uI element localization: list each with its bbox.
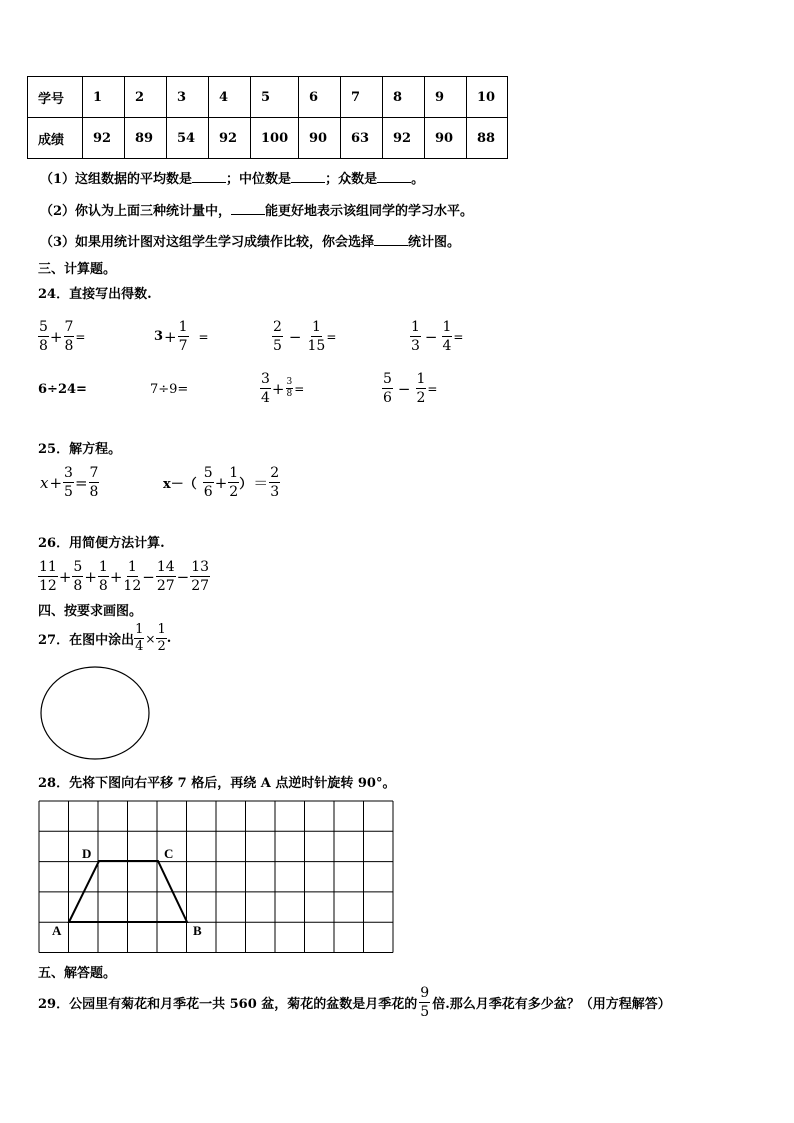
question-title: 26．用简便方法计算. [38, 536, 165, 551]
table-cell: 2 [125, 77, 167, 118]
table-cell: 9 [425, 77, 467, 118]
table-cell: 100 [251, 118, 299, 159]
table-cell: 3 [167, 77, 209, 118]
table-cell: 5 [251, 77, 299, 118]
table-cell: 92 [383, 118, 425, 159]
expression: 7÷9= [150, 382, 189, 397]
vertex-label-b: B [193, 923, 202, 938]
expression: 6÷24= [38, 382, 87, 397]
table-cell: 7 [341, 77, 383, 118]
question-title: 27．在图中涂出 $\frac{1}{4}$ × $\frac{1}{2}$ . [38, 622, 172, 654]
answer-blank[interactable] [374, 233, 408, 246]
grid-figure[interactable] [38, 800, 395, 954]
answer-blank[interactable] [192, 170, 226, 183]
table-cell: 88 [467, 118, 508, 159]
question-title: 24．直接写出得数. [38, 287, 152, 302]
equation: x + $\frac{3}{5}$ = $\frac{7}{8}$ [40, 465, 99, 500]
expression: $\frac{5}{8}$ + $\frac{7}{8}$ = [39, 319, 86, 354]
table-cell: 54 [167, 118, 209, 159]
table-cell: 92 [209, 118, 251, 159]
question-title: 28．先将下图向右平移 7 格后，再绕 A 点逆时针旋转 90°。 [38, 776, 396, 791]
answer-blank[interactable] [377, 170, 411, 183]
expression: $\frac{3}{4}$ + $\frac{3}{8}$ = [261, 371, 305, 406]
vertex-label-c: C [164, 846, 174, 861]
table-cell: 1 [83, 77, 125, 118]
expression: $\frac{1}{3}$ − $\frac{1}{4}$ = [411, 319, 464, 354]
table-cell: 10 [467, 77, 508, 118]
expression: 3 + $\frac{1}{7}$ = [154, 319, 209, 354]
question-title: 25．解方程。 [38, 442, 122, 457]
table-row [28, 118, 508, 159]
table-cell: 63 [341, 118, 383, 159]
table-cell: 90 [425, 118, 467, 159]
table-cell: 4 [209, 77, 251, 118]
expression: $\frac{5}{6}$ − $\frac{1}{2}$ = [383, 371, 438, 406]
score-table [27, 76, 508, 159]
expression: $\frac{2}{5}$ − $\frac{1}{15}$ = [273, 319, 337, 354]
q23-part1: （1）这组数据的平均数是 ；中位数是 ；众数是 。 [40, 172, 425, 187]
table-cell: 89 [125, 118, 167, 159]
table-cell: 92 [83, 118, 125, 159]
section-heading: 三、计算题。 [38, 262, 117, 277]
section-heading: 四、按要求画图。 [38, 604, 143, 619]
equation: x－（ $\frac{5}{6}$ + $\frac{1}{2}$ ） ＝ $\frac{2}{3}$ [163, 465, 280, 500]
expression: $\frac{11}{12}$ + $\frac{5}{8}$ + $\frac{1}{8}$ + $\frac{1}{12}$ − $\frac{14}{27}$ − $\frac{13}{27}$ [39, 559, 210, 594]
answer-blank[interactable] [291, 170, 325, 183]
table-row [28, 77, 508, 118]
table-cell: 成绩 [28, 118, 83, 159]
section-heading: 五、解答题。 [38, 966, 117, 981]
circle-figure[interactable] [38, 664, 154, 762]
q23-part3: （3）如果用统计图对这组学生学习成绩作比较，你会选择 统计图。 [40, 235, 461, 250]
vertex-label-a: A [52, 923, 62, 938]
question-text: 29．公园里有菊花和月季花一共 560 盆，菊花的盆数是月季花的 $\frac{9}{5}$ 倍.那么月季花有多少盆？（用方程解答） [38, 985, 671, 1020]
q23-part2: （2）你认为上面三种统计量中， 能更好地表示该组同学的学习水平。 [40, 204, 474, 219]
vertex-label-d: D [82, 846, 92, 861]
table-cell: 6 [299, 77, 341, 118]
table-cell: 学号 [28, 77, 83, 118]
table-cell: 90 [299, 118, 341, 159]
answer-blank[interactable] [231, 202, 265, 215]
table-cell: 8 [383, 77, 425, 118]
